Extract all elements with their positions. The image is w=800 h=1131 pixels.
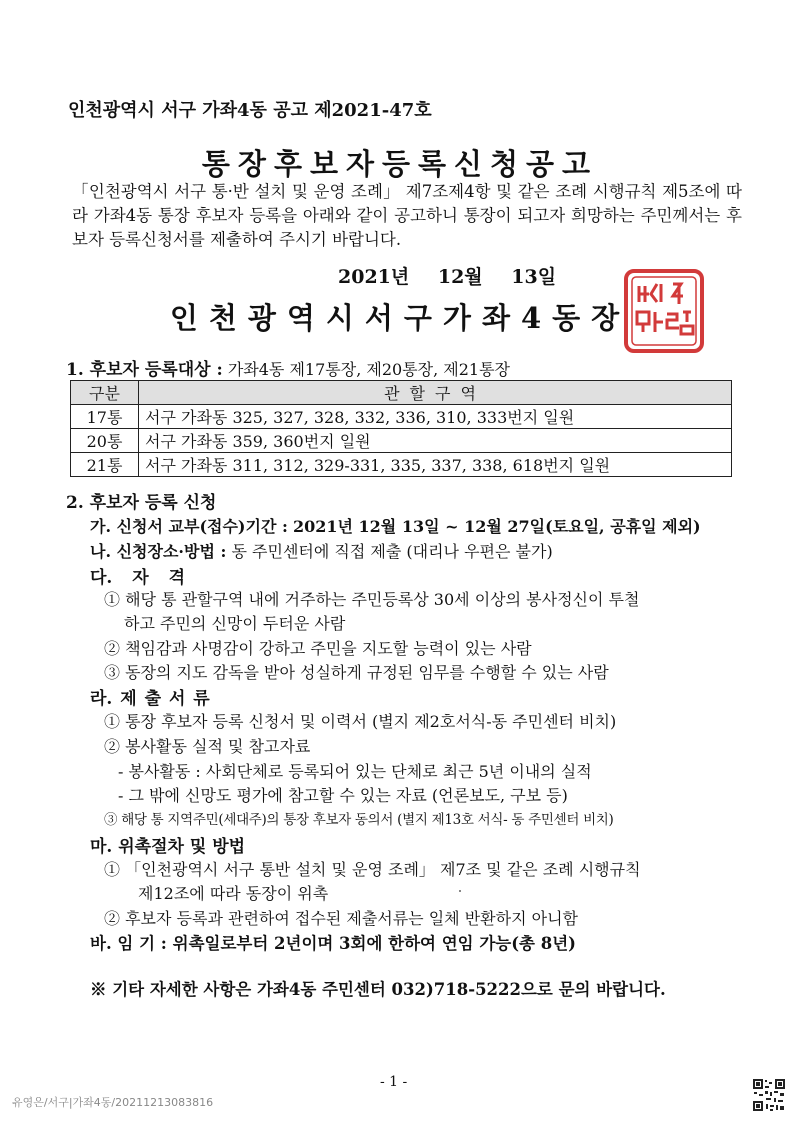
table-header-area: 관할구역: [139, 381, 732, 405]
term-value: 위촉일로부터 2년이며 3회에 한하여 연임 가능(총 8년): [172, 934, 576, 953]
jurisdiction-table: [70, 380, 732, 477]
table-cell-unit: 20통: [71, 429, 139, 453]
table-row: [71, 429, 732, 453]
qualification-heading: 다. 자 격: [90, 568, 186, 588]
table-cell-area: 서구 가좌동 359, 360번지 일원: [139, 429, 732, 453]
appointment-item-1-cont: 제12조에 따라 동장이 위촉: [138, 884, 329, 903]
table-row: [71, 405, 732, 429]
place-label: 나. 신청장소·방법 :: [90, 542, 227, 561]
period-value: 2021년 12월 13일 ~ 12월 27일(토요일, 공휴일 제외): [292, 517, 701, 536]
notice-number: 인천광역시 서구 가좌4동 공고 제2021-47호: [68, 100, 432, 121]
appointment-item-1: ① 「인천광역시 서구 통반 설치 및 운영 조례」 제7조 및 같은 조례 시행규칙: [104, 860, 641, 879]
table-row: [71, 453, 732, 477]
table-cell-unit: 17통: [71, 405, 139, 429]
qualification-item-2: ② 책임감과 사명감이 강하고 주민을 지도할 능력이 있는 사람: [104, 639, 532, 658]
scan-speck: [459, 890, 461, 892]
qualification-item-1: ① 해당 통 관할구역 내에 거주하는 주민등록상 30세 이상의 봉사정신이 투철: [104, 590, 640, 609]
table-cell-area: 서구 가좌동 325, 327, 328, 332, 336, 310, 333번지 일원: [139, 405, 732, 429]
table-header-row: [71, 381, 732, 405]
period-label: 가. 신청서 교부(접수)기간 :: [90, 517, 288, 536]
application-period: [90, 514, 701, 537]
qualification-item-1-cont: 하고 주민의 신망이 두터운 사람: [124, 614, 346, 633]
official-seal-icon: [623, 268, 705, 354]
qr-code-icon: [752, 1078, 786, 1112]
appointment-heading: 마. 위촉절차 및 방법: [90, 837, 246, 857]
application-place: [90, 539, 553, 562]
contact-info: ※ 기타 자세한 사항은 가좌4동 주민센터 032)718-5222으로 문의 바랍니다.: [90, 980, 666, 999]
table-cell-area: 서구 가좌동 311, 312, 329-331, 335, 337, 338, 618번지 일원: [139, 453, 732, 477]
documents-sub-2: - 그 밖에 신망도 평가에 참고할 수 있는 자료 (언론보도, 구보 등): [118, 786, 568, 805]
documents-sub-1: - 봉사활동 : 사회단체로 등록되어 있는 단체로 최근 5년 이내의 실적: [118, 762, 592, 781]
documents-heading: 라. 제 출 서 류: [90, 689, 210, 709]
qualification-item-3: ③ 동장의 지도 감독을 받아 성실하게 규정된 임무를 수행할 수 있는 사람: [104, 663, 609, 682]
documents-item-2: ② 봉사활동 실적 및 참고자료: [104, 737, 311, 756]
document-title: 통장후보자등록신청공고: [201, 147, 599, 181]
appointment-item-2: ② 후보자 등록과 관련하여 접수된 제출서류는 일체 반환하지 아니함: [104, 909, 579, 928]
table-cell-unit: 21통: [71, 453, 139, 477]
table-header-unit: 구분: [71, 381, 139, 405]
section-1: [66, 355, 510, 380]
notice-date: 2021년 12월 13일: [338, 266, 557, 288]
documents-item-1: ① 통장 후보자 등록 신청서 및 이력서 (별지 제2호서식-동 주민센터 비치): [104, 712, 617, 731]
issuer-name: 인천광역시서구가좌4동장: [169, 301, 631, 335]
intro-paragraph: 「인천광역시 서구 통·반 설치 및 운영 조례」 제7조제4항 및 같은 조례 시행규칙 제5조에 따라 가좌4동 통장 후보자 등록을 아래와 같이 공고하니 통장이 되고자 희망하는 주민께서는 후보자 등록신청서를 제출하여 주시기 바랍니다.: [72, 182, 742, 249]
section-2-heading: 2. 후보자 등록 신청: [66, 493, 217, 513]
section-1-heading: 1. 후보자 등록대상 :: [66, 360, 223, 380]
document-stamp: 유영은/서구|가좌4동/20211213083816: [12, 1096, 214, 1109]
place-value: 동 주민센터에 직접 제출 (대리나 우편은 불가): [231, 542, 553, 561]
term-line: [90, 930, 576, 954]
section-1-value: 가좌4동 제17통장, 제20통장, 제21통장: [227, 360, 510, 379]
term-label: 바. 임 기 :: [90, 934, 167, 953]
page-number: - 1 -: [380, 1074, 408, 1090]
documents-item-3: ③ 해당 통 지역주민(세대주)의 통장 후보자 동의서 (별지 제13호 서식- 동 주민센터 비치): [104, 812, 614, 828]
